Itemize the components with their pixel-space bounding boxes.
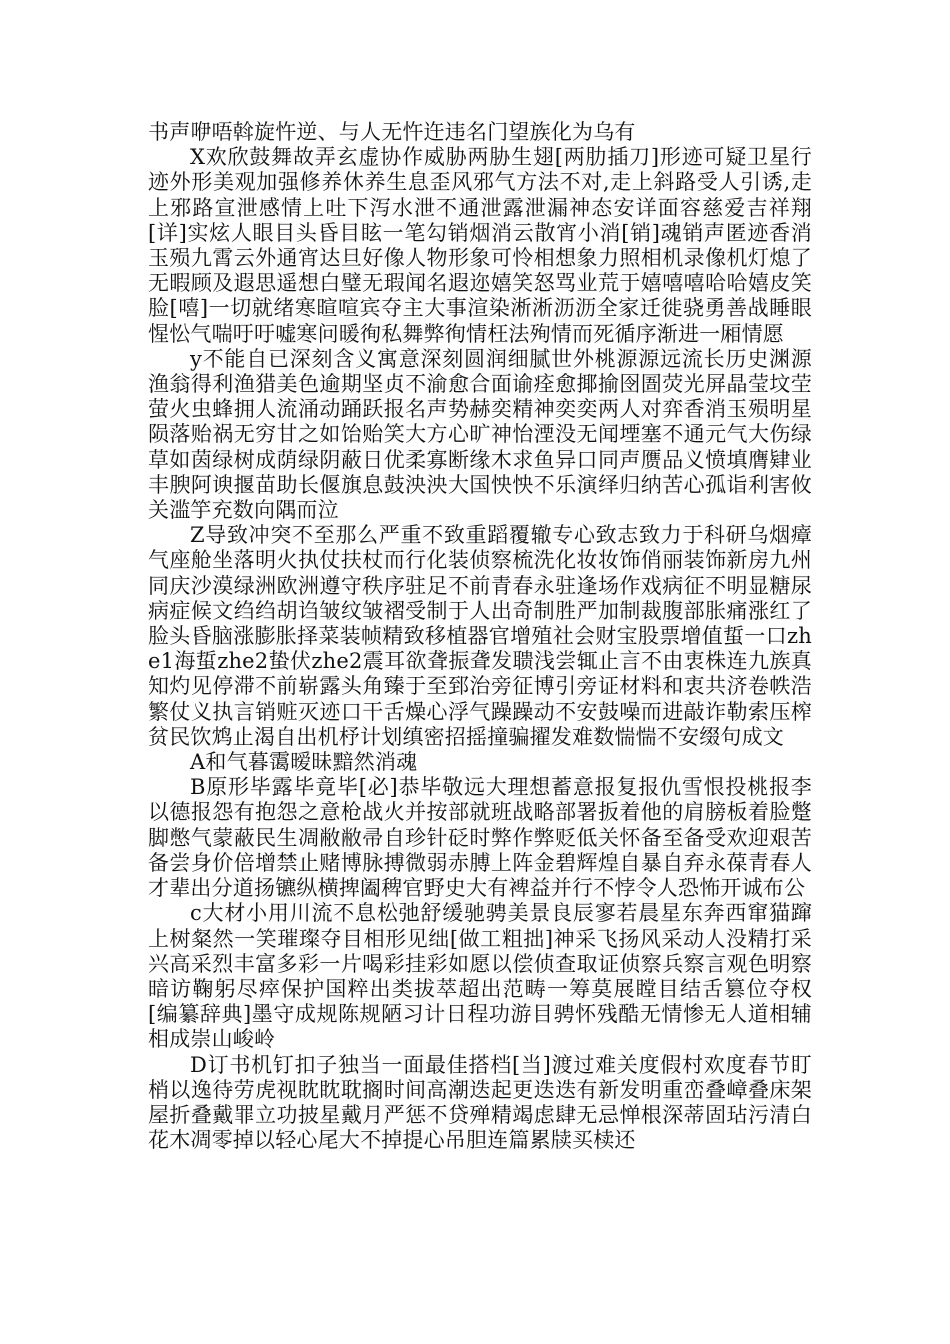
paragraph-a: A和气暮霭暧昧黯然消魂 (190, 750, 418, 775)
paragraph-b: B原形毕露毕竟毕[必]恭毕敬远大理想蓄意报复报仇雪恨投桃报李以德报怨有抱怨之意枪战火并按部就班战略部署扳着他的肩膀板着脸蹩脚憋气蒙蔽民生凋敝敝帚自珍针砭时弊作弊贬低关怀备至备受欢迎艰苦备尝身价倍增禁止赌博脉搏微弱赤膊上阵金碧辉煌自暴自弃永葆青春人才辈出分道扬镳纵横捭阖稗官野史大有裨益并行不悖令人恐怖开诚布公 (148, 775, 812, 901)
paragraph-c: c大材小用川流不息松弛舒缓驰骋美景良辰寥若晨星东奔西窜猫蹿上树粲然一笑璀璨夺目相形见绌[做工粗拙]神采飞扬风采动人没精打采兴高采烈丰富多彩一片喝彩挂彩如愿以偿侦查取证侦察兵察言观色明察暗访鞠躬尽瘁保护国粹出类拔萃超出范畴一筹莫展瞠目结舌篡位夺权[编纂辞典]墨守成规陈规陋习计日程功游目骋怀残酷无情惨无人道相辅相成崇山峻岭 (148, 901, 812, 1052)
paragraph-intro: 书声咿唔斡旋忤逆、与人无忤迕违名门望族化为乌有 (148, 120, 636, 144)
paragraph-z: Z导致冲突不至那么严重不致重蹈覆辙专心致志致力于科研乌烟瘴气座舱坐落明火执仗扶杖而行化装侦察梳洗化妆妆饰俏丽装饰新房九州同庆沙漠绿洲欧洲遵守秩序驻足不前青春永驻逢场作戏病征不明显糖尿病症候文绉绉胡诌皱纹皱褶受制于人出奇制胜严加制裁腹部胀痛涨红了脸头昏脑涨膨胀择菜装帧精致移植器官增殖社会财宝股票增值蜇一口zhe1海蜇zhe2蛰伏zhe2震耳欲聋振聋发聩浅尝辄止言不由衷株连九族真知灼见停滞不前崭露头角臻于至郅治旁征博引旁证材料和衷共济卷帙浩繁仗义执言销赃灭迹口干舌燥心浮气躁躁动不安鼓噪而进敲诈勒索压榨贫民饮鸩止渴自出机杼计划缜密招摇撞骗擢发难数惴惴不安缀句成文 (148, 523, 812, 749)
paragraph-y: y不能自已深刻含义寓意深刻圆润细腻世外桃源源远流长历史渊源渔翁得利渔猎美色逾期坚贞不渝愈合面谕痊愈揶揄囹圄荧光屏晶莹坟茔萤火虫蜂拥人流涌动踊跃报名声势赫奕精神奕奕两人对弈香消玉殒明星陨落贻祸无穷甘之如饴贻笑大方心旷神怡湮没无闻堙塞不通元气大伤绿草如茵绿树成荫绿阴蔽日优柔寡断缘木求鱼异口同声赝品义愤填膺肄业丰腴阿谀揠苗助长偃旗息鼓泱泱大国怏怏不乐演绎归纳苦心孤诣利害攸关滥竽充数向隅而泣 (148, 346, 812, 523)
paragraph-x: X欢欣鼓舞故弄玄虚协作威胁两胁生翅[两肋插刀]形迹可疑卫星行迹外形美观加强修养休养生息歪风邪气方法不对,走上斜路受人引诱,走上邪路宣泄感情上吐下泻水泄不通泄露泄漏神态安详面容慈爱吉祥翔[详]实炫人眼目头昏目眩一笔勾销烟消云散宵小消[销]魂销声匿迹香消玉殒九霄云外通宵达旦好像人物形象可怜相想象力照相机录像机灯熄了无暇顾及遐思遥想白璧无瑕闻名遐迩嬉笑怒骂业荒于嬉嘻嘻哈哈嬉皮笑脸[嘻]一切就绪寒暄喧宾夺主大事渲染淅淅沥沥全家迁徙骁勇善战睡眼惺忪气喘吁吁嘘寒问暖徇私舞弊徇情枉法殉情而死循序渐进一厢情愿 (148, 145, 812, 346)
document-body (148, 120, 812, 1153)
paragraph-d: D订书机钉扣子独当一面最佳搭档[当]渡过难关度假村欢度春节盯梢以逸待劳虎视眈眈耽搁时间高潮迭起更迭迭有新发明重峦叠嶂叠床架屋折叠戴罪立功披星戴月严惩不贷殚精竭虑肆无忌惮根深蒂固玷污清白花木凋零掉以轻心尾大不掉提心吊胆连篇累牍买椟还 (148, 1052, 812, 1153)
